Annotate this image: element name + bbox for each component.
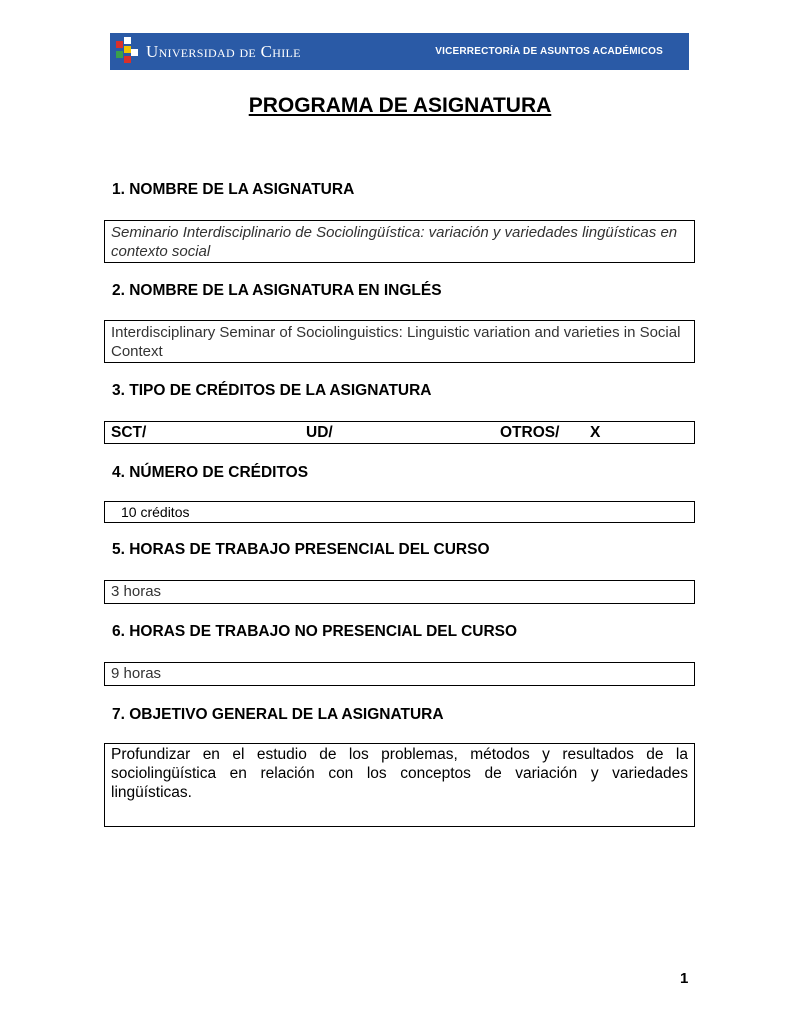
section-7-box	[104, 743, 695, 827]
section-1-content: Seminario Interdisciplinario de Sociolingüística: variación y variedades lingüísticas en contexto social	[111, 224, 678, 260]
section-6-content: 9 horas	[111, 665, 162, 682]
section-2-box	[104, 320, 695, 363]
section-1-heading: 1. NOMBRE DE LA ASIGNATURA	[112, 181, 355, 198]
section-5-box	[104, 580, 695, 604]
otros-mark: X	[590, 423, 601, 441]
otros-label: OTROS/	[500, 423, 560, 441]
university-name: Universidad de Chile	[146, 41, 301, 61]
section-7-content: Profundizar en el estudio de los problemas, métodos y resultados de la sociolingüística en relación con los conceptos de variación y variedades lingüísticas.	[111, 746, 688, 801]
section-2-content: Interdisciplinary Seminar of Sociolinguistics: Linguistic variation and varieties in Social Context	[111, 324, 681, 360]
section-5-heading: 5. HORAS DE TRABAJO PRESENCIAL DEL CURSO	[112, 541, 490, 558]
section-6-heading: 6. HORAS DE TRABAJO NO PRESENCIAL DEL CURSO	[112, 623, 518, 640]
office-name: VICERRECTORÍA DE ASUNTOS ACADÉMICOS	[435, 46, 663, 57]
section-5-content: 3 horas	[111, 583, 162, 600]
section-3-heading: 3. TIPO DE CRÉDITOS DE LA ASIGNATURA	[112, 382, 432, 399]
page-title: PROGRAMA DE ASIGNATURA	[248, 94, 552, 117]
section-4-box	[104, 501, 695, 523]
header-banner	[110, 33, 689, 70]
section-7-heading: 7. OBJETIVO GENERAL DE LA ASIGNATURA	[112, 706, 444, 723]
ud-label: UD/	[306, 423, 333, 441]
sct-label: SCT/	[111, 423, 147, 441]
page-number: 1	[680, 970, 689, 987]
credits-type-row	[105, 422, 694, 443]
section-2-heading: 2. NOMBRE DE LA ASIGNATURA EN INGLÉS	[112, 282, 442, 299]
section-4-content: 10 créditos	[121, 504, 190, 520]
section-3-box	[104, 421, 695, 444]
section-1-box	[104, 220, 695, 263]
university-logo-icon	[116, 37, 138, 67]
section-4-heading: 4. NÚMERO DE CRÉDITOS	[112, 464, 309, 481]
section-6-box	[104, 662, 695, 686]
